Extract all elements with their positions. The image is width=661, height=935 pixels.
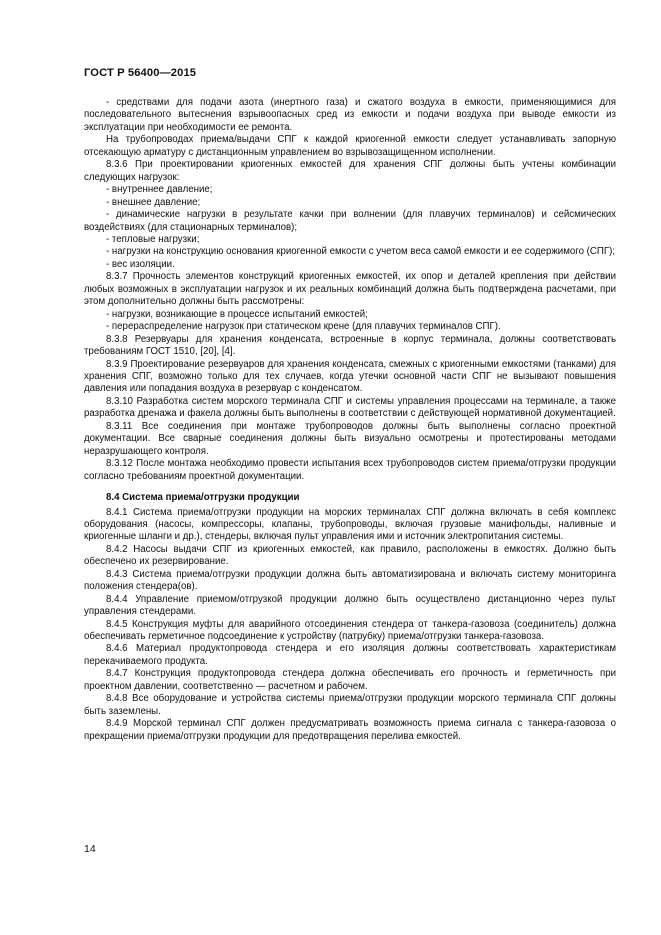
list-item: - динамические нагрузки в результате качки при волнении (для плавучих терминалов) и сейсмических воздействиях (для стационарных терминалов);	[84, 209, 616, 233]
paragraph: 8.3.10 Разработка систем морского терминала СПГ и системы управления процессами на терминале, а также разработка дренажа и факела должны быть выполнены в соответствии с действующей нормативной документацией.	[84, 395, 616, 420]
document-body	[84, 97, 616, 743]
paragraph: 8.4.8 Все оборудование и устройства системы приема/отгрузки продукции морского терминала СПГ должны быть заземлены.	[84, 693, 616, 717]
paragraph: 8.3.8 Резервуары для хранения конденсата, встроенные в корпус терминала, должны соответствовать требованиям ГОСТ 1510, [20], [4].	[84, 333, 616, 358]
paragraph: 8.3.6 При проектировании криогенных емкостей для хранения СПГ должны быть учтены комбинации следующих нагрузок:	[84, 159, 616, 183]
list-item: - нагрузки, возникающие в процессе испытаний емкостей;	[106, 308, 368, 320]
list-item: - перераспределение нагрузок при статическом крене (для плавучих терминалов СПГ).	[106, 321, 501, 333]
paragraph: 8.4.7 Конструкция продуктопровода стендера должна обеспечивать его прочность и герметичность при проектном давлении, соответственно — расчетном и рабочем.	[84, 668, 616, 692]
paragraph: 8.4.9 Морской терминал СПГ должен предусматривать возможность приема сигнала с танкера-газовоза о прекращении приема/отгрузки продукции для предотвращения перелива емкостей.	[84, 718, 616, 742]
paragraph: 8.3.12 После монтажа необходимо провести испытания всех трубопроводов систем приема/отгрузки продукции согласно требованиям проектной документации.	[84, 458, 616, 482]
paragraph: 8.4.1 Система приема/отгрузки продукции на морских терминалах СПГ должна включать в себя комплекс оборудования (насосы, компрессоры, клапаны, трубопроводы, включая грузовые манифольды, наливные и криогенные шланги и др.), стендеры, включая пульт управления ими и источник электропитания системы.	[84, 506, 616, 543]
paragraph: - средствами для подачи азота (инертного газа) и сжатого воздуха в емкости, применяющимися для последовательного вытеснения взрывоопасных сред из емкости и подачи воздуха при выводе емкости из эксплуатации при необходимости ее ремонта.	[84, 97, 616, 133]
paragraph: 8.4.6 Материал продуктопровода стендера и его изоляция должны соответствовать характеристикам перекачиваемого продукта.	[84, 643, 616, 667]
document-header: ГОСТ Р 56400—2015	[84, 67, 197, 79]
paragraph: 8.4.2 Насосы выдачи СПГ из криогенных емкостей, как правило, расположены в емкостях. Должно быть обеспечено их резервирование.	[84, 543, 616, 568]
list-item: - тепловые нагрузки;	[106, 233, 200, 245]
section-heading: 8.4 Система приема/отгрузки продукции	[106, 492, 300, 504]
paragraph: 8.3.11 Все соединения при монтаже трубопроводов должны быть выполнены согласно проектной документации. Все сварные соединения должны быть визуально осмотрены и протестированы методами неразрушающего контроля.	[84, 420, 616, 457]
page-number: 14	[84, 843, 96, 855]
paragraph: 8.4.3 Система приема/отгрузки продукции должна быть автоматизирована и включать систему мониторинга положения стендера(ов).	[84, 568, 616, 593]
list-item: - внешнее давление;	[106, 196, 201, 208]
list-item: - внутреннее давление;	[106, 184, 213, 196]
list-item: - вес изоляции.	[106, 258, 175, 270]
paragraph: 8.3.7 Прочность элементов конструкций криогенных емкостей, их опор и деталей крепления при действии любых возможных в эксплуатации нагрузок и их реальных комбинаций должна быть подтверждена расчетами, при этом дополнительно должны быть рассмотрены:	[84, 271, 616, 308]
paragraph: 8.3.9 Проектирование резервуаров для хранения конденсата, смежных с криогенными емкостями (танками) для хранения СПГ, возможно только для тех случаев, когда утечки основной части СПГ не вызывают повышения давления или попадания воздуха в резервуар с конденсатом.	[84, 358, 616, 395]
paragraph: На трубопроводах приема/выдачи СПГ к каждой криогенной емкости следует устанавливать запорную отсекающую арматуру с дистанционным управлением во взрывозащищенном исполнении.	[84, 134, 616, 158]
paragraph: 8.4.5 Конструкция муфты для аварийного отсоединения стендера от танкера-газовоза (соединитель) должна обеспечивать герметичное подсоединение к устройству (патрубку) приема/отгрузки танкера-газовоза.	[84, 618, 616, 643]
list-item: - нагрузки на конструкцию основания криогенной емкости с учетом веса самой емкости и ее содержимого (СПГ);	[106, 246, 616, 258]
paragraph: 8.4.4 Управление приемом/отгрузкой продукции должно быть осуществлено дистанционно через пульт управления стендерами.	[84, 593, 616, 618]
